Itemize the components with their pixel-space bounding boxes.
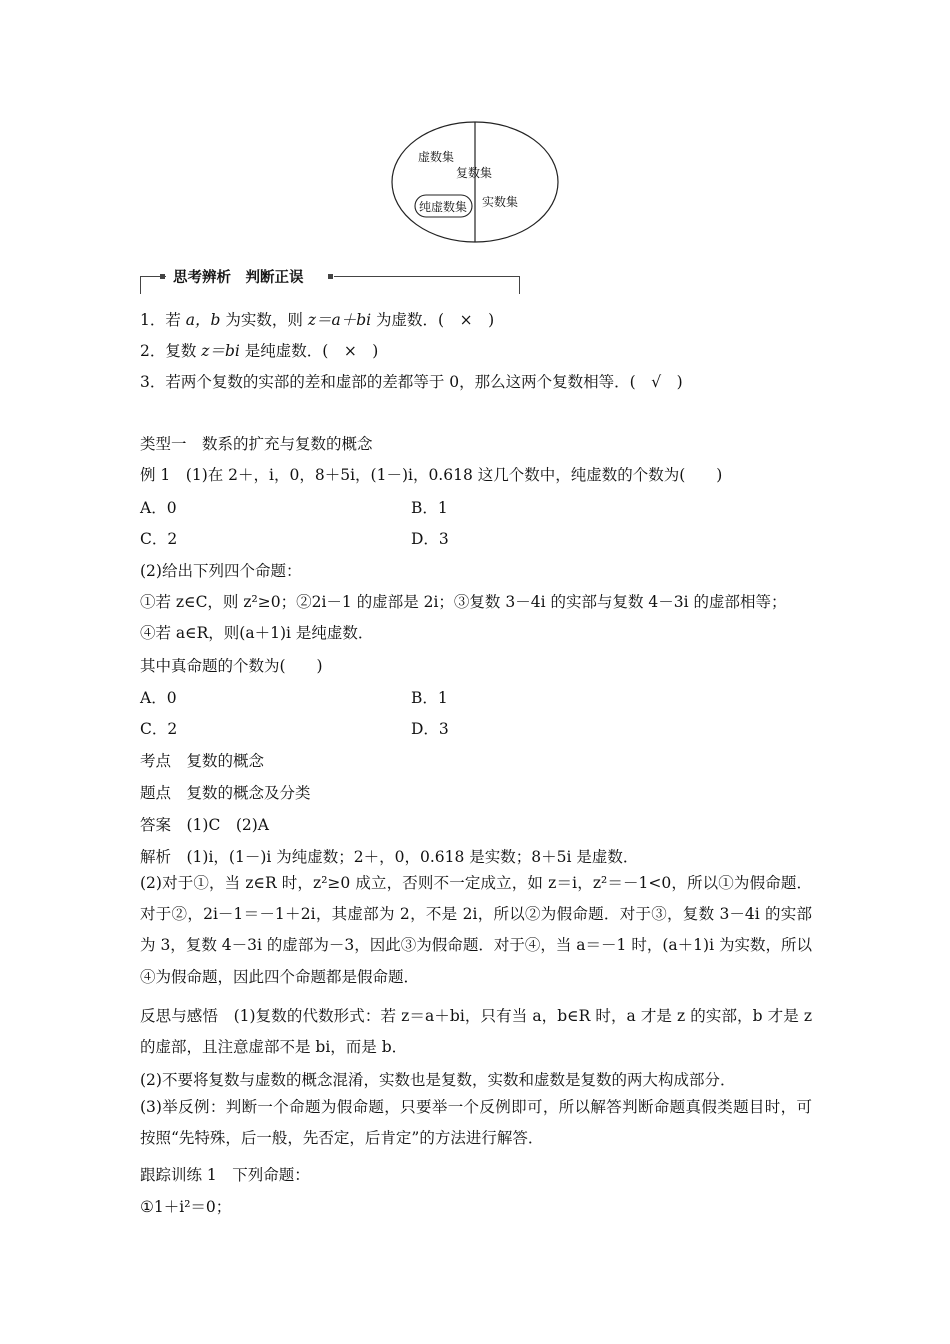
section-title: 思考辨析 判断正误 bbox=[173, 270, 304, 286]
imaginary-set-label: 虚数集 bbox=[418, 150, 455, 164]
judgement-1-equation: z＝a＋bi bbox=[307, 311, 372, 329]
judgement-1 bbox=[140, 308, 494, 330]
complex-set-label: 复数集 bbox=[456, 166, 493, 180]
judgement-3: 3．若两个复数的实部的差和虚部的差都等于 0，那么这两个复数相等．( √ ) bbox=[140, 373, 683, 391]
judgement-2-tail: 是纯虚数．( × ) bbox=[239, 342, 379, 360]
kaodian: 考点 复数的概念 bbox=[140, 752, 265, 770]
real-set-label: 实数集 bbox=[482, 195, 519, 209]
judgement-1-lead: 1．若 bbox=[140, 311, 186, 329]
judgement-1-vars: a，b bbox=[185, 311, 221, 329]
ex2-option-b: B．1 bbox=[411, 689, 448, 707]
ex2-option-c: C．2 bbox=[140, 720, 178, 738]
propositions-line1: ①若 z∈C，则 z²≥0；②2i－1 的虚部是 2i；③复数 3－4i 的实部与复数 4－3i 的虚部相等； bbox=[140, 593, 787, 611]
reflection-1: 反思与感悟 (1)复数的代数形式：若 z＝a＋bi，只有当 a，b∈R 时，a 才是 z 的实部，b 才是 z 的虚部，且注意虚部不是 bi，而是 b． bbox=[140, 1007, 812, 1057]
complex-number-set-diagram bbox=[390, 120, 560, 245]
diagram-shapes bbox=[390, 120, 560, 245]
propositions-line2: ④若 a∈R，则(a＋1)i 是纯虚数． bbox=[140, 624, 374, 642]
training-heading: 跟踪训练 1 下列命题： bbox=[140, 1166, 310, 1184]
analysis-part2: (2)对于①，当 z∈R 时，z²≥0 成立，否则不一定成立，如 z＝i，z²＝－1<0，所以①为假命题．对于②，2i－1＝－1＋2i，其虚部为 2，不是 2i，所以②为假命题．对于③，复数 3－4i 的实部为 3，复数 4－3i 的虚部为－3，因此③为假命题．对于④，当 a＝－1 时，(a＋1)i 为实数，所以④为假命题，因此四个命题都是假命题． bbox=[140, 874, 812, 986]
header-right-tick bbox=[519, 276, 520, 294]
judgement-1-mid: 为实数，则 bbox=[220, 311, 308, 329]
judgement-2-equation: z＝bi bbox=[201, 342, 240, 360]
training-item-1: ①1＋i²＝0； bbox=[140, 1198, 232, 1216]
ex2-option-d: D．3 bbox=[411, 720, 449, 738]
header-square-left bbox=[160, 274, 165, 279]
pure-imaginary-set-label: 纯虚数集 bbox=[419, 200, 468, 214]
header-left-tick bbox=[140, 276, 141, 294]
ex1-option-c: C．2 bbox=[140, 530, 178, 548]
tidian: 题点 复数的概念及分类 bbox=[140, 784, 311, 802]
example1-part2: (2)给出下列四个命题： bbox=[140, 562, 302, 580]
example1-question2: 其中真命题的个数为( ) bbox=[140, 657, 323, 675]
answer: 答案 (1)C (2)A bbox=[140, 816, 269, 834]
judgement-1-tail: 为虚数．( × ) bbox=[371, 311, 495, 329]
reflection-2: (2)不要将复数与虚数的概念混淆，实数也是复数，实数和虚数是复数的两大构成部分． bbox=[140, 1071, 736, 1089]
header-rule-right bbox=[334, 276, 520, 277]
ex1-option-a: A．0 bbox=[140, 499, 177, 517]
header-square-right bbox=[328, 274, 333, 279]
example1-part1: 例 1 (1)在 2＋，i，0，8＋5i，(1－)i，0.618 这几个数中，纯虚数的个数为( ) bbox=[140, 466, 723, 484]
ex2-option-a: A．0 bbox=[140, 689, 177, 707]
ex1-option-d: D．3 bbox=[411, 530, 449, 548]
judgement-2 bbox=[140, 339, 378, 361]
reflection-3: (3)举反例：判断一个命题为假命题，只要举一个反例即可，所以解答判断命题真假类题目时，可按照“先特殊，后一般，先否定，后肯定”的方法进行解答． bbox=[140, 1098, 812, 1148]
judgement-2-lead: 2．复数 bbox=[140, 342, 202, 360]
type1-heading: 类型一 数系的扩充与复数的概念 bbox=[140, 435, 373, 453]
analysis-part1: 解析 (1)i，(1－)i 为纯虚数；2＋，0，0.618 是实数；8＋5i 是虚数． bbox=[140, 848, 639, 866]
ex1-option-b: B．1 bbox=[411, 499, 448, 517]
